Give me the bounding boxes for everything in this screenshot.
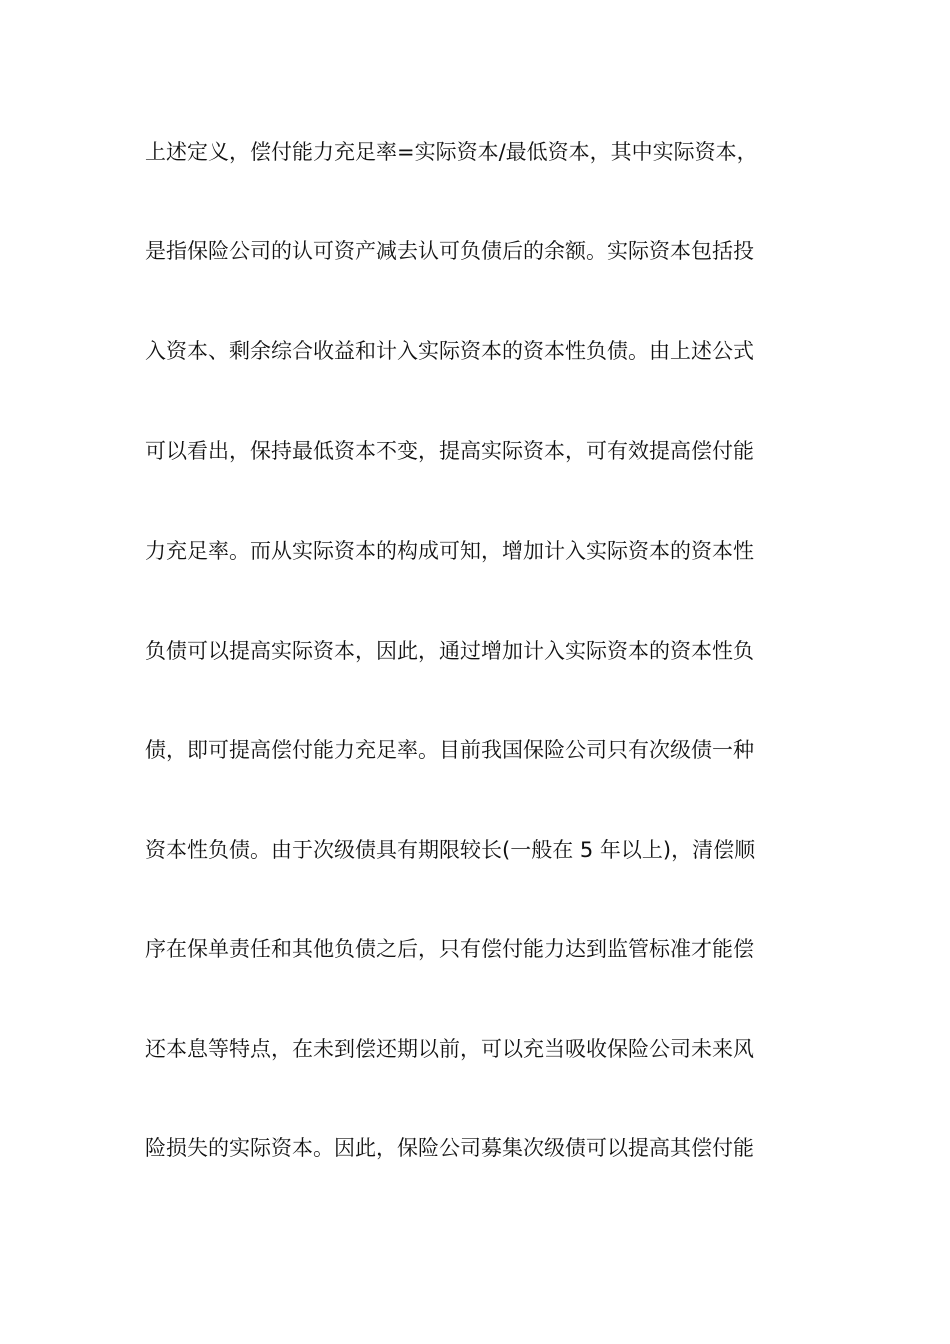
text-line: 入资本、剩余综合收益和计入实际资本的资本性负债。由上述公式 (145, 339, 754, 363)
text-line: 还本息等特点，在未到偿还期以前，可以充当吸收保险公司未来风 (145, 1037, 754, 1061)
text-line: 资本性负债。由于次级债具有期限较长(一般在 5 年以上)，清偿顺 (145, 838, 756, 862)
text-line: 上述定义，偿付能力充足率=实际资本/最低资本，其中实际资本， (145, 140, 758, 164)
text-line: 险损失的实际资本。因此，保险公司募集次级债可以提高其偿付能 (145, 1136, 754, 1160)
text-line: 是指保险公司的认可资产减去认可负债后的余额。实际资本包括投 (145, 239, 754, 263)
text-line: 力充足率。而从实际资本的构成可知，增加计入实际资本的资本性 (145, 539, 754, 563)
text-line: 债，即可提高偿付能力充足率。目前我国保险公司只有次级债一种 (145, 738, 754, 762)
text-line: 可以看出，保持最低资本不变，提高实际资本，可有效提高偿付能 (145, 439, 754, 463)
text-line: 负债可以提高实际资本，因此，通过增加计入实际资本的资本性负 (145, 639, 754, 663)
text-line: 序在保单责任和其他负债之后，只有偿付能力达到监管标准才能偿 (145, 937, 754, 961)
